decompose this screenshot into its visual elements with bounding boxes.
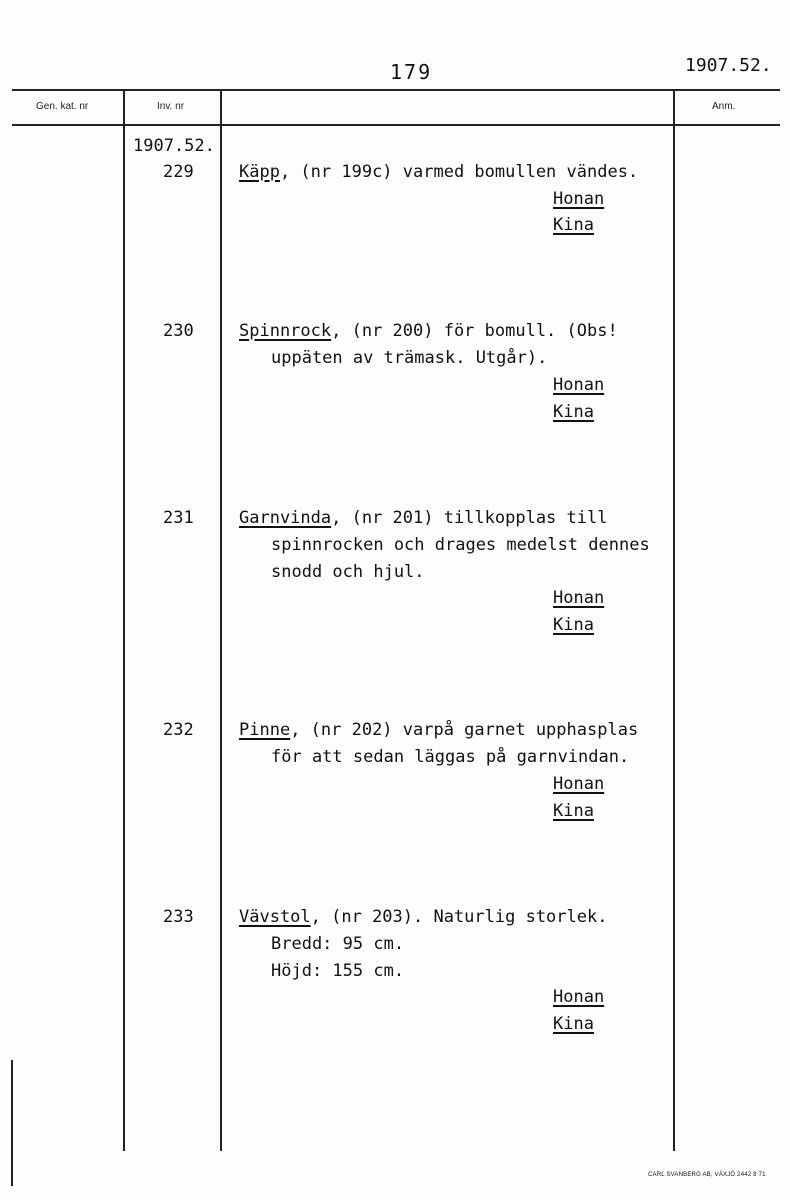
entry-line	[239, 508, 607, 528]
entry-text: , (nr 202) varpå garnet upphasplas	[290, 720, 639, 740]
entry-text: Höjd: 155 cm.	[271, 961, 405, 981]
object-name: Spinnrock	[239, 321, 332, 341]
margin-bar	[11, 1060, 13, 1186]
entry-text: för att sedan läggas på garnvindan.	[271, 747, 630, 767]
location-country: Kina	[553, 615, 594, 635]
location-country: Kina	[553, 402, 594, 422]
page-number: 179	[390, 60, 433, 84]
inv-number: 233	[163, 907, 194, 927]
entry-line	[239, 321, 618, 341]
inv-number: 229	[163, 162, 194, 182]
printer-imprint: CARL SVANBERG AB, VÄXJÖ 2442 8 71	[648, 1172, 766, 1178]
location-country: Kina	[553, 215, 594, 235]
object-name: Garnvinda	[239, 508, 332, 528]
entry-text: snodd och hjul.	[271, 562, 425, 582]
location-province: Honan	[553, 375, 605, 395]
catalog-heading: 1907.52.	[133, 136, 215, 156]
catalog-number-top: 1907.52.	[685, 55, 772, 76]
entry-line	[239, 907, 607, 927]
entry-line	[239, 720, 638, 740]
inv-number: 231	[163, 508, 194, 528]
column-header-anm: Anm.	[712, 101, 736, 112]
location-province: Honan	[553, 189, 605, 209]
inv-number: 230	[163, 321, 194, 341]
location-country: Kina	[553, 801, 594, 821]
location-province: Honan	[553, 987, 605, 1007]
object-name: Pinne	[239, 720, 291, 740]
location-province: Honan	[553, 588, 605, 608]
column-divider-inv-desc	[220, 89, 222, 1151]
location-province: Honan	[553, 774, 605, 794]
entry-text: , (nr 201) tillkopplas till	[331, 508, 608, 528]
column-header-inv-nr: Inv. nr	[157, 101, 185, 112]
column-header-gen-kat-nr: Gen. kat. nr	[36, 101, 89, 112]
entry-line	[239, 162, 638, 182]
entry-text: , (nr 200) för bomull. (Obs!	[331, 321, 618, 341]
object-name: Vävstol	[239, 907, 311, 927]
inv-number: 232	[163, 720, 194, 740]
location-country: Kina	[553, 1014, 594, 1034]
entry-text: Bredd: 95 cm.	[271, 934, 405, 954]
column-divider-desc-anm	[673, 89, 675, 1151]
object-name: Käpp	[239, 162, 280, 182]
entry-text: , (nr 199c) varmed bomullen vändes.	[279, 162, 639, 182]
column-divider-gen-inv	[123, 89, 125, 1151]
header-bottom-rule	[12, 124, 780, 126]
entry-text: spinnrocken och drages medelst dennes	[271, 535, 650, 555]
entry-text: uppäten av trämask. Utgår).	[271, 348, 548, 368]
header-top-rule	[12, 89, 780, 91]
entry-text: , (nr 203). Naturlig storlek.	[310, 907, 608, 927]
